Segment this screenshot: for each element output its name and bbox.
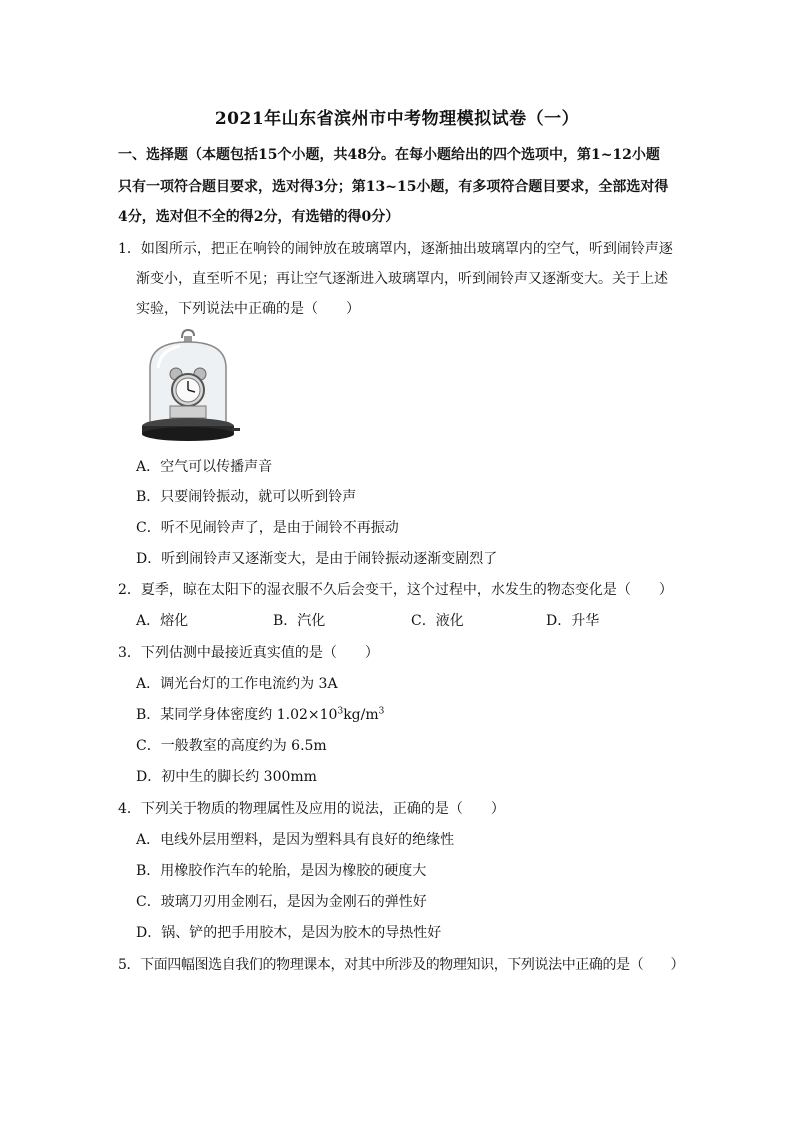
q1-stem-line-3: 实验，下列说法中正确的是（ ） bbox=[136, 301, 360, 317]
q2-option-c: C．液化 bbox=[411, 613, 464, 629]
q4-option-a: A．电线外层用塑料，是因为塑料具有良好的绝缘性 bbox=[136, 832, 455, 848]
q1-option-a: A．空气可以传播声音 bbox=[136, 459, 273, 475]
q5-stem: 5．下面四幅图选自我们的物理课本，对其中所涉及的物理知识，下列说法中正确的是（ ） bbox=[118, 957, 685, 973]
q1-stem-line-2: 渐变小，直至听不见；再让空气逐渐进入玻璃罩内，听到闹铃声又逐渐变大。关于上述 bbox=[136, 271, 668, 287]
q2-option-d: D．升华 bbox=[546, 613, 600, 629]
q4-stem: 4．下列关于物质的物理属性及应用的说法，正确的是（ ） bbox=[118, 801, 505, 817]
section-instructions-line-1: 一、选择题（本题包括15个小题，共48分。在每小题给出的四个选项中，第1~12小题 bbox=[118, 147, 660, 163]
section-instructions-line-2: 只有一项符合题目要求，选对得3分；第13~15小题，有多项符合题目要求，全部选对得 bbox=[118, 179, 669, 195]
section-instructions-line-3: 4分，选对但不全的得2分，有选错的得0分） bbox=[118, 209, 400, 225]
q3-option-d: D．初中生的脚长约 300mm bbox=[136, 769, 317, 785]
q2-stem: 2．夏季，晾在太阳下的湿衣服不久后会变干，这个过程中，水发生的物态变化是（ ） bbox=[118, 582, 673, 598]
q4-option-b: B．用橡胶作汽车的轮胎，是因为橡胶的硬度大 bbox=[136, 863, 427, 879]
q3-option-c: C．一般教室的高度约为 6.5m bbox=[136, 738, 327, 754]
q3-option-a: A．调光台灯的工作电流约为 3A bbox=[136, 676, 338, 692]
q2-option-a: A．熔化 bbox=[136, 613, 189, 629]
q1-option-b: B．只要闹铃振动，就可以听到铃声 bbox=[136, 489, 357, 505]
q1-option-d: D．听到闹铃声又逐渐变大，是由于闹铃振动逐渐变剧烈了 bbox=[136, 551, 498, 567]
q2-option-b: B．汽化 bbox=[273, 613, 326, 629]
q4-option-c: C．玻璃刀刃用金刚石，是因为金刚石的弹性好 bbox=[136, 894, 427, 910]
q3-option-b-unit: kg/m bbox=[343, 707, 379, 723]
q4-option-d: D．锅、铲的把手用胶木，是因为胶木的导热性好 bbox=[136, 925, 442, 941]
q3-stem: 3．下列估测中最接近真实值的是（ ） bbox=[118, 645, 379, 661]
bell-jar-alarm-clock-image bbox=[140, 328, 240, 444]
q1-stem-line-1: 1．如图所示，把正在响铃的闹钟放在玻璃罩内，逐渐抽出玻璃罩内的空气，听到闹铃声逐 bbox=[118, 241, 673, 257]
exam-title: 2021年山东省滨州市中考物理模拟试卷（一） bbox=[214, 109, 580, 129]
q3-option-b bbox=[136, 706, 384, 724]
bell-jar-figure bbox=[140, 328, 240, 444]
q3-option-b-unit-exponent: 3 bbox=[378, 706, 385, 717]
q3-option-b-exponent: 3 bbox=[337, 706, 344, 717]
q3-option-b-text: B．某同学身体密度约 1.02×10 bbox=[136, 707, 338, 723]
q1-option-c: C．听不见闹铃声了，是由于闹铃不再振动 bbox=[136, 520, 399, 536]
